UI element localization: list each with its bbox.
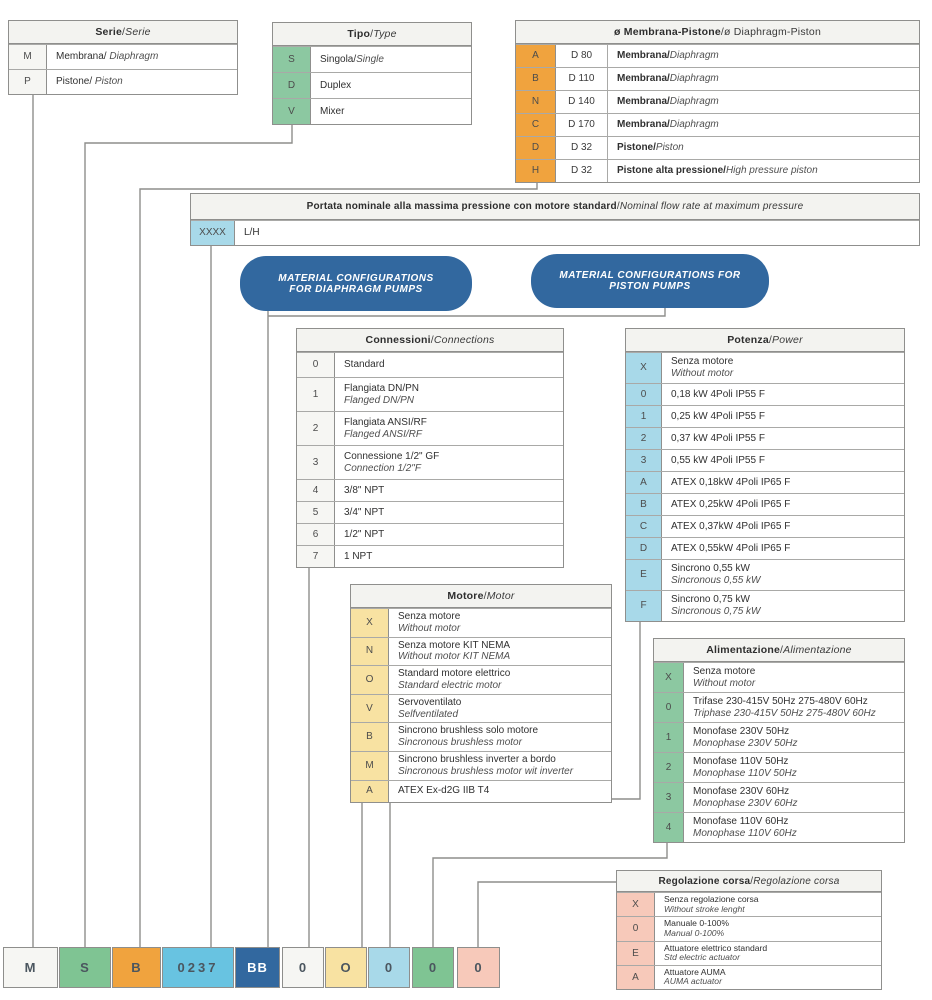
description-cell [389,752,611,780]
table-row [617,892,881,916]
description-it: Membrana/ [617,119,670,131]
header-title-en: Regolazione corsa [753,875,840,887]
description-it: 0,25 kW 4Poli IP55 F [671,410,765,422]
table-row [626,471,904,493]
description-cell [662,406,904,427]
header-separator: / [430,334,434,346]
description-it: 1 NPT [344,550,373,562]
description-en: Flanged ANSI/RF [344,428,422,440]
description-cell [684,813,904,842]
size-cell: D 170 [556,114,608,136]
description-en: Triphase 230-415V 50Hz 275-480V 60Hz [693,707,876,719]
result-code-cell: 0 [412,947,454,988]
table-diaphragm-piston-diameter [515,20,920,183]
description-en: Diaphragm [669,73,719,85]
description-cell [655,893,881,916]
description-en: Monophase 110V 50Hz [693,767,797,779]
description-it: Servoventilato [398,696,462,708]
description-cell [655,966,881,989]
description-cell [335,502,563,523]
description-it: Monofase 230V 50Hz [693,725,790,737]
table-stroke-adjustment [616,870,882,990]
table-row [516,44,919,67]
code-cell: X [626,353,662,383]
description-it: ATEX 0,18kW 4Poli IP65 F [671,476,791,488]
description-cell [335,546,563,567]
code-cell: A [351,781,389,802]
material-configurations-diaphragm-button [240,256,472,311]
description-cell [662,384,904,405]
button-label: MATERIAL CONFIGURATIONS FOR DIAPHRAGM PUMPS [278,272,434,295]
table-row [617,941,881,965]
table-header [273,23,471,46]
header-title-it: Portata nominale alla massima pressione con motore standard [306,201,617,212]
material-configurations-piston-button [531,254,769,308]
code-cell: 1 [654,723,684,752]
description-cell [608,137,919,159]
size-cell: D 32 [556,160,608,182]
code-cell: 2 [654,753,684,782]
description-en: High pressure piston [725,165,818,177]
description-en: Manual 0-100% [664,927,725,938]
result-code-cell: S [59,947,111,988]
code-cell: D [516,137,556,159]
description-cell [608,160,919,182]
description-it: 1/2" NPT [344,528,385,540]
code-cell: C [516,114,556,136]
size-cell: D 80 [556,45,608,67]
description-it: Monofase 110V 50Hz [693,755,789,767]
description-en: AUMA actuator [664,976,722,987]
description-it: Standard motore elettrico [398,668,511,680]
header-title-it: Tipo [347,28,371,40]
description-en: Without stroke lenght [664,903,745,914]
code-cell: XXXX [191,221,235,245]
description-cell [335,480,563,501]
description-it: 0,37 kW 4Poli IP55 F [671,432,765,444]
description-it: Pistone/ [617,142,656,154]
result-code-cell: BB [235,947,280,988]
table-row [626,383,904,405]
table-motor [350,584,612,803]
table-row [617,965,881,989]
result-code-cell: M [3,947,58,988]
table-header [626,329,904,352]
description-it: ATEX 0,37kW 4Poli IP65 F [671,520,791,532]
table-row [617,916,881,940]
header-title-en: ø Diaphragm-Piston [724,26,821,38]
description-it: 3/8" NPT [344,484,385,496]
description-it: Membrana/ [56,51,110,63]
table-serie [8,20,238,95]
header-title-en: Power [772,334,803,346]
code-cell: M [9,45,47,69]
code-cell: E [617,942,655,965]
table-row [516,67,919,90]
description-it: Manuale 0-100% [664,918,729,929]
header-title-it: Serie [95,26,123,38]
table-row [297,501,563,523]
description-cell [389,723,611,751]
table-power [625,328,905,622]
description-cell [662,353,904,383]
header-separator: / [483,590,487,602]
table-header [297,329,563,352]
description-cell [662,516,904,537]
table-row [654,692,904,722]
code-cell: A [516,45,556,67]
description-it: Attuatore elettrico standard [664,942,768,953]
code-cell: N [516,91,556,113]
table-header [516,21,919,44]
description-cell [662,538,904,559]
code-cell: P [9,70,47,94]
description-it: 3/4" NPT [344,506,385,518]
description-en: Sincronous 0,55 kW [671,575,761,586]
description-it: Mixer [320,105,345,117]
table-header [191,194,919,220]
code-cell: D [273,73,311,98]
description-it: Membrana/ [617,96,670,108]
description-cell [335,524,563,545]
description-cell [389,609,611,637]
table-row [626,559,904,590]
code-cell: B [351,723,389,751]
description-cell [662,428,904,449]
code-cell: 3 [654,783,684,812]
description-en: Std electric actuator [664,952,740,963]
description-cell [662,560,904,590]
table-row [626,427,904,449]
description-it: Sincrono 0,55 kW [671,563,750,575]
result-code-cell: 0 [457,947,500,988]
size-cell: D 110 [556,68,608,90]
code-cell: O [351,666,389,694]
table-row [626,449,904,471]
description-it: Pistone/ [56,76,95,88]
description-cell [655,942,881,965]
table-row [351,780,611,802]
table-row [273,98,471,124]
result-code-cell: B [112,947,161,988]
description-en: Monophase 110V 60Hz [693,827,797,839]
header-separator: / [370,28,374,40]
description-en: Diaphragm [669,96,719,108]
table-row [626,405,904,427]
code-cell: F [626,591,662,621]
header-title-en: Motor [486,590,515,602]
table-power-supply [653,638,905,843]
description-en: Flanged DN/PN [344,394,415,406]
code-cell: A [617,966,655,989]
table-row [351,608,611,637]
description-en: Diaphragm [669,119,719,131]
code-cell: 0 [654,693,684,722]
description-en: Sincronous brushless motor wit inverter [398,765,574,777]
description-it: 0,18 kW 4Poli IP55 F [671,388,765,400]
description-cell [662,472,904,493]
table-row [626,590,904,621]
description-it: Flangiata ANSI/RF [344,416,427,428]
description-it: ATEX Ex-d2G IIB T4 [398,785,490,797]
code-cell: 7 [297,546,335,567]
description-cell [662,494,904,515]
table-row [297,377,563,411]
description-en: Connection 1/2"F [344,462,421,474]
header-separator: / [616,201,620,212]
code-cell: V [273,99,311,124]
header-title-en: Connections [433,334,495,346]
description-it: Duplex [320,79,352,91]
table-connections [296,328,564,568]
table-row [351,637,611,666]
header-title-it: Potenza [727,334,769,346]
description-cell [608,91,919,113]
code-cell: 3 [626,450,662,471]
description-cell [608,45,919,67]
code-cell: 2 [626,428,662,449]
description-cell [235,221,919,245]
description-en: Monophase 230V 50Hz [693,737,798,749]
description-cell [389,781,611,802]
description-en: Without motor KIT NEMA [398,651,511,663]
description-en: Diaphragm [669,50,719,62]
size-cell: D 140 [556,91,608,113]
description-it: Sincrono brushless inverter a bordo [398,753,556,765]
description-en: Diaphragm [109,51,159,63]
table-row [351,722,611,751]
description-it: 0,55 kW 4Poli IP55 F [671,454,765,466]
description-cell [608,114,919,136]
description-cell [311,99,471,124]
description-it: Connessione 1/2" GF [344,450,440,462]
description-it: Senza motore [398,611,461,622]
code-cell: 4 [297,480,335,501]
code-cell: 0 [297,353,335,377]
description-cell [684,693,904,722]
description-cell [47,70,237,94]
table-row [654,662,904,692]
description-cell [311,47,471,72]
description-it: Senza motore KIT NEMA [398,639,511,651]
table-tipo [272,22,472,125]
description-it: Sincrono brushless solo motore [398,725,539,737]
table-row [654,752,904,782]
description-cell [662,591,904,621]
description-it: Membrana/ [617,73,670,85]
description-cell [335,378,563,411]
description-it: Senza regolazione corsa [664,894,759,904]
description-it: Standard [344,359,385,371]
header-title-it: Regolazione corsa [658,875,751,887]
description-cell [335,446,563,479]
table-row [516,90,919,113]
description-en: Standard electric motor [398,679,502,691]
description-it: Senza motore [693,665,756,677]
header-separator: / [720,26,725,38]
button-label: MATERIAL CONFIGURATIONS FOR PISTON PUMPS [559,270,741,292]
header-title-en: Type [373,28,397,40]
description-it: Trifase 230-415V 50Hz 275-480V 60Hz [693,695,868,707]
header-title-en: Nominal flow rate at maximum pressure [619,201,804,212]
table-row [273,72,471,98]
description-en: Monophase 230V 60Hz [693,797,798,809]
code-cell: D [626,538,662,559]
table-row [516,136,919,159]
code-cell: 2 [297,412,335,445]
table-row [626,515,904,537]
description-it: ATEX 0,55kW 4Poli IP65 F [671,542,791,554]
table-nominal-flow-rate [190,193,920,246]
table-header [351,585,611,608]
table-row [297,545,563,567]
header-separator: / [780,644,784,656]
result-code-cell: 0 [368,947,410,988]
description-it: ATEX 0,25kW 4Poli IP65 F [671,498,791,510]
code-cell: 0 [617,917,655,940]
code-cell: X [654,663,684,692]
result-code-cell: 0237 [162,947,234,988]
table-row [654,812,904,842]
table-row [297,445,563,479]
code-cell: 0 [626,384,662,405]
table-row [626,537,904,559]
description-cell [335,353,563,377]
description-en: Without motor [398,622,461,634]
table-row [516,113,919,136]
description-cell [655,917,881,940]
table-row [297,411,563,445]
header-title-it: Connessioni [365,334,431,346]
description-en: Without motor [671,368,734,379]
table-header [617,871,881,892]
code-cell: N [351,638,389,666]
code-cell: M [351,752,389,780]
description-cell [608,68,919,90]
description-cell [684,723,904,752]
code-cell: X [351,609,389,637]
description-it: Flangiata DN/PN [344,382,420,394]
code-cell: V [351,695,389,723]
table-row [273,46,471,72]
table-row [654,782,904,812]
table-row [9,44,237,69]
size-cell: D 32 [556,137,608,159]
code-cell: H [516,160,556,182]
code-cell: 1 [626,406,662,427]
table-row [626,352,904,383]
description-cell [389,638,611,666]
header-title-it: Motore [447,590,484,602]
description-cell [684,663,904,692]
header-title-it: Alimentazione [706,644,781,656]
description-cell [389,666,611,694]
table-row [297,352,563,377]
code-cell: 6 [297,524,335,545]
description-it: L/H [244,227,260,239]
description-en: Piston [655,142,684,154]
result-code-cell: O [325,947,367,988]
description-en: Without motor [693,677,756,689]
code-cell: 3 [297,446,335,479]
result-code-cell: 0 [282,947,324,988]
description-en: Selfventilated [398,708,459,720]
table-row [351,751,611,780]
description-cell [684,783,904,812]
code-cell: C [626,516,662,537]
code-cell: B [516,68,556,90]
description-cell [662,450,904,471]
description-en: Single [356,53,384,65]
code-cell: B [626,494,662,515]
description-cell [684,753,904,782]
description-cell [47,45,237,69]
description-it: Membrana/ [617,50,670,62]
description-cell [335,412,563,445]
code-cell: E [626,560,662,590]
description-cell [389,695,611,723]
code-cell: 1 [297,378,335,411]
header-separator: / [768,334,773,346]
table-row [516,159,919,182]
code-cell: S [273,47,311,72]
description-it: Attuatore AUMA [664,966,726,977]
header-separator: / [750,875,754,887]
header-separator: / [122,26,126,38]
description-cell [311,73,471,98]
table-row [654,722,904,752]
description-it: Pistone alta pressione/ [617,165,726,177]
header-title-en: Alimentazione [783,644,852,656]
code-cell: X [617,893,655,916]
table-header [9,21,237,44]
description-it: Senza motore [671,356,734,368]
description-it: Sincrono 0,75 kW [671,594,750,606]
table-row [9,69,237,94]
description-it: Monofase 230V 60Hz [693,785,790,797]
code-cell: A [626,472,662,493]
table-row [297,479,563,501]
description-it: Singola/ [320,53,357,65]
table-header [654,639,904,662]
code-cell: 4 [654,813,684,842]
header-title-it: ø Membrana-Pistone [614,26,721,38]
description-it: Monofase 110V 60Hz [693,815,789,827]
table-row [191,220,919,245]
description-en: Sincronous brushless motor [398,737,522,749]
header-title-en: Serie [125,26,151,38]
table-row [351,665,611,694]
description-en: Sincronous 0,75 kW [671,606,761,617]
table-row [626,493,904,515]
description-en: Piston [94,76,123,88]
code-cell: 5 [297,502,335,523]
table-row [351,694,611,723]
table-row [297,523,563,545]
